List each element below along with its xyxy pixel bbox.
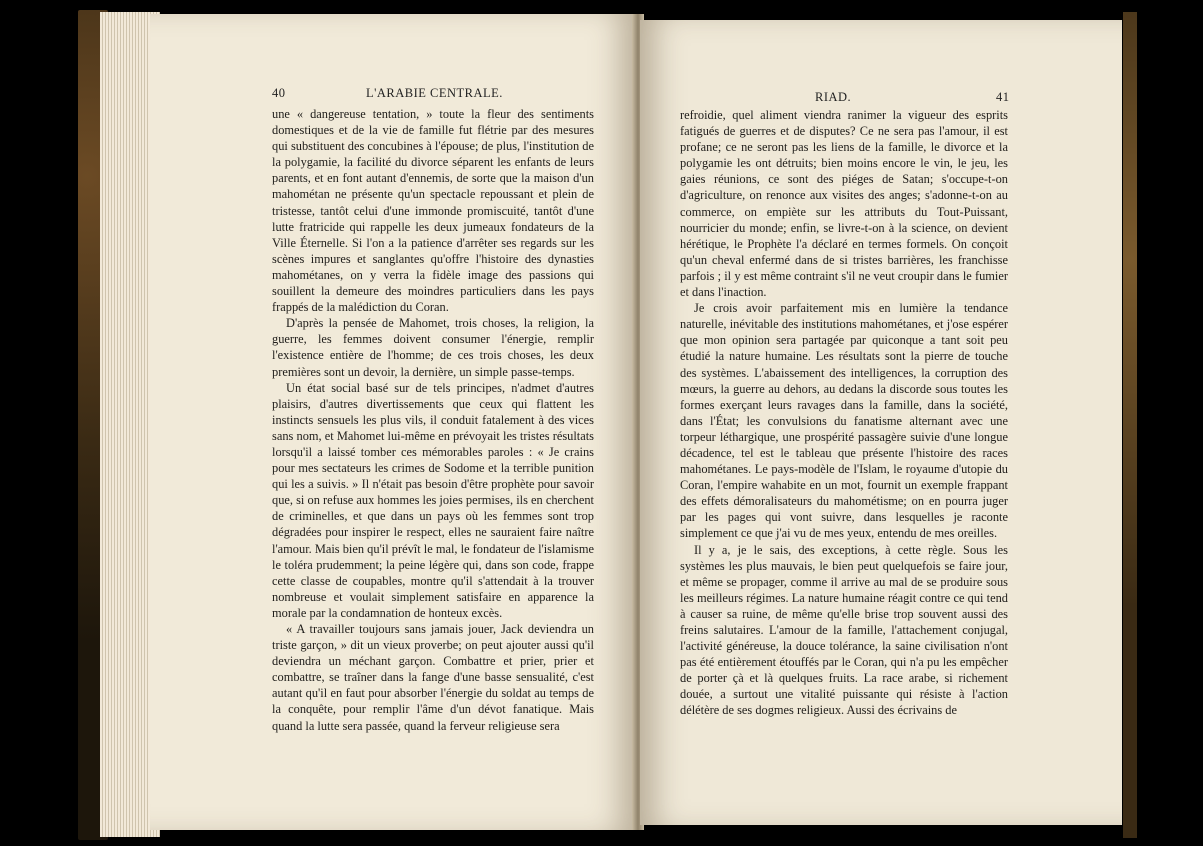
book-cover-right: [1123, 12, 1137, 838]
paragraph: Un état social basé sur de tels principes, n'admet d'autres plaisirs, d'autres divertissements que ceux qui flattent les instincts sensuels les plus vils, il conduit fatalement à des vices sans nom, et Mahomet lui-même en prévoyait les tristes résultats lorsqu'il a laissé tomber ces mémorables paroles : « Je crains pour mes sectateurs les crimes de Sodome et la terrible punition qui les a suivis. » Il n'était pas besoin d'être prophète pour savoir que, si on refuse aux hommes les joies permises, ils en cherchent de criminelles, et que dans un pays où les femmes sont trop dégradées pour inspirer le respect, elles ne sauraient faire naître l'amour. Mais bien qu'il prévît le mal, le fondateur de l'islamisme le toléra prudemment; la peine légère qui, dans son code, frappe cette classe de coupables, montre qu'il s'attendait à la trouver nombreuse et voulait simplement satisfaire en apparence la morale par la condamnation de honteux excès.: [272, 380, 594, 620]
paragraph: Il y a, je le sais, des exceptions, à cette règle. Sous les systèmes les plus mauvais, le bien peut quelquefois se faire jour, et même se propager, comme il arrive au mal de se produire sous les meilleurs régimes. La nature humaine réagit contre ce qui tend à causer sa ruine, de même qu'elle brise trop souvent aussi des freins salutaires. L'amour de la famille, l'attachement conjugal, l'activité généreuse, la douce tolérance, la saine civilisation n'ont pas été entièrement étouffés par le Coran, qui n'a pu les empêcher de porter çà et là quelques fruits. La race arabe, si richement douée, a surtout une vitalité puissante qui résiste à l'action délétère de ses dogmes religieux. Aussi des écrivains de: [680, 542, 1008, 718]
left-running-head: L'ARABIE CENTRALE.: [366, 86, 503, 100]
left-page-text: [272, 106, 594, 734]
paragraph: « A travailler toujours sans jamais jouer, Jack deviendra un triste garçon, » dit un vieux proverbe; on peut ajouter aussi qu'il deviendra un méchant garçon. Combattre et prier, prier et combattre, se traîner dans la fange d'une basse sensualité, c'est autant qu'il en faut pour absorber l'énergie du soldat au temps de la conquête, pour remplir l'âme d'un dévot fanatique. Mais quand la lutte sera passée, quand la ferveur religieuse sera: [272, 622, 594, 733]
right-page-number: 41: [996, 90, 1010, 104]
paragraph: Je crois avoir parfaitement mis en lumière la tendance naturelle, inévitable des institutions mahométanes, et j'ose espérer que mon opinion sera partagée par quiconque a tant soit peu étudié la nature humaine. Les résultats sont la pierre de touche des systèmes. L'abaissement des intelligences, la corruption des mœurs, la guerre au dehors, au dedans la discorde sous toutes les formes exerçant leurs ravages dans la famille, dans la société, dans l'État; les convulsions du fanatisme alternant avec une torpeur léthargique, une prospérité passagère suivie d'une longue décadence, tel est le tableau que présente l'histoire des races mahométanes. Le pays-modèle de l'Islam, le royaume d'utopie du Coran, l'empire wahabite en un mot, fournit un exemple frappant des effets démoralisateurs du mahométisme; on en pourra juger par les pages qui vont suivre, dans lesquelles je raconte simplement ce que j'ai vu de mes yeux, entendu de mes oreilles.: [680, 301, 1008, 541]
right-running-head: RIAD.: [815, 90, 852, 104]
paragraph: une « dangereuse tentation, » toute la fleur des sentiments domestiques et de la vie de famille fut flétrie par des mesures qui substituent des concubines à l'épouse; de plus, l'institution de la polygamie, la facilité du divorce séparent les enfants de leurs parents, et en font autant d'ennemis, de sorte que la maison d'un mahométan ne présente qu'un spectacle repoussant et plein de tristesse, tantôt celui d'une immonde promiscuité, tantôt d'une lutte fratricide qui rappelle les deux jumeaux fondateurs de la Ville Éternelle. Si l'on a la patience d'arrêter ses regards sur les scènes impures et sanglantes qu'offre l'histoire des dynasties mahométanes, on y verra la fidèle image des passions qui souillent la demeure des moindres particuliers dans les pays frappés de la malédiction du Coran.: [272, 107, 594, 315]
right-page-text: [680, 107, 1008, 719]
left-page-number: 40: [272, 86, 286, 100]
paragraph: D'après la pensée de Mahomet, trois choses, la religion, la guerre, les femmes doivent consumer l'énergie, remplir l'existence entière de l'homme; de ces trois choses, les deux premières sont un devoir, la dernière, un simple passe-temps.: [272, 316, 594, 379]
paragraph: refroidie, quel aliment viendra ranimer la vigueur des esprits fatigués de guerres et de disputes? Ce ne sera pas l'amour, il est profane; ce ne seront pas les liens de la famille, le divorce et la polygamie les ont détruits; bien moins encore le vin, le jeu, les gaies réunions, ce sont des piéges de Satan; s'occupe-t-on d'agriculture, on renonce aux visites des anges; s'adonne-t-on au commerce, on empiète sur les attributs du Tout-Puissant, nourricier du monde; enfin, se livre-t-on à la science, on devient hérétique, le Prophète l'a déclaré en termes formels. On conçoit qu'un cheval enfermé dans de si tristes barrières, les franchisse parfois ; il y est même contraint s'il ne veut croupir dans le fumier et dans l'inaction.: [680, 108, 1008, 300]
